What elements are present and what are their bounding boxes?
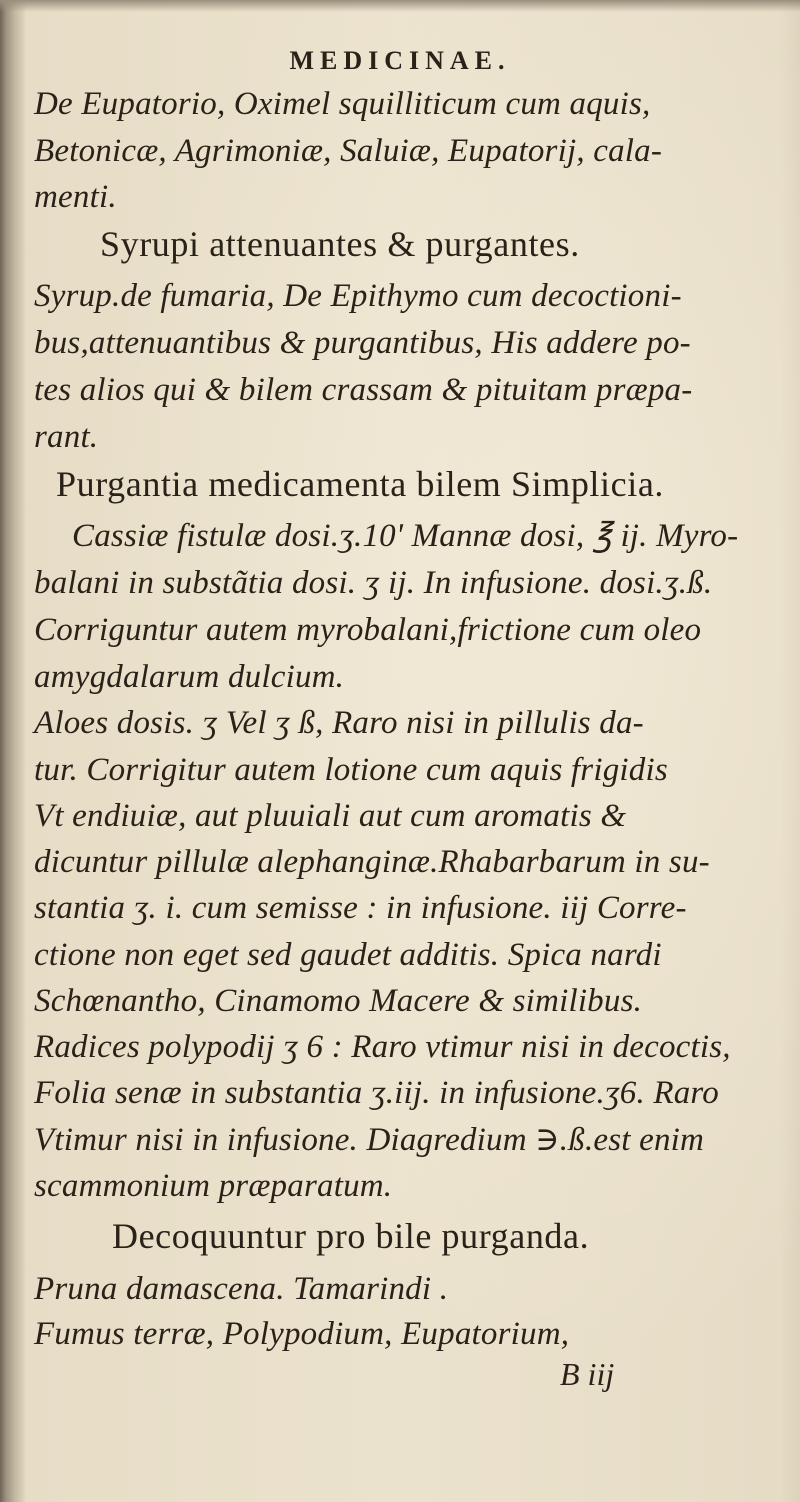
section-heading: Decoquuntur pro bile purganda. xyxy=(112,1216,590,1256)
binding-gutter xyxy=(0,0,26,1502)
text-line: De Eupatorio, Oximel squilliticum cum aquis, xyxy=(34,86,651,122)
text-line: Corriguntur autem myrobalani,frictione cum oleo xyxy=(34,612,702,648)
text-line: balani in substãtia dosi. ʒ ij. In infusione. dosi.ʒ.ß. xyxy=(34,565,713,601)
text-line: dicuntur pillulæ alephanginæ.Rhabarbarum in su- xyxy=(34,844,710,880)
section-heading: Purgantia medicamenta bilem Simplicia. xyxy=(56,464,664,504)
text-line: Fumus terræ, Polypodium, Eupatorium, xyxy=(34,1316,570,1352)
text-line: Radices polypodij ʒ 6 : Raro vtimur nisi in decoctis, xyxy=(34,1029,731,1065)
text-line: Cassiæ fistulæ dosi.ʒ.10ʹ Mannæ dosi, ℥ ij. Myro- xyxy=(72,518,739,554)
text-line: Syrup.de fumaria, De Epithymo cum decoctioni- xyxy=(34,278,682,314)
text-line: Schœnantho, Cinamomo Macere & similibus. xyxy=(34,983,643,1019)
signature-mark: B iij xyxy=(560,1356,615,1392)
text-line: Aloes dosis. ʒ Vel ʒ ß, Raro nisi in pillulis da- xyxy=(34,705,644,741)
text-line: rant. xyxy=(34,419,99,455)
text-line: bus,attenuantibus & purgantibus, His addere po- xyxy=(34,325,691,361)
text-line: ctione non eget sed gaudet additis. Spica nardi xyxy=(34,937,662,973)
text-line: tes alios qui & bilem crassam & pituitam præpa- xyxy=(34,372,693,408)
text-line: menti. xyxy=(34,179,117,215)
text-line: stantia ʒ. i. cum semisse : in infusione. iij Corre- xyxy=(34,890,687,926)
text-line: tur. Corrigitur autem lotione cum aquis frigidis xyxy=(34,752,668,788)
text-line: scammonium præparatum. xyxy=(34,1168,393,1204)
running-header: MEDICINAE. xyxy=(289,46,511,75)
text-line: Betonicæ, Agrimoniæ, Saluiæ, Eupatorij, cala- xyxy=(34,133,663,169)
text-line: Vt endiuiæ, aut pluuiali aut cum aromatis & xyxy=(34,798,627,834)
text-line: Vtimur nisi in infusione. Diagredium ∋.ß.est enim xyxy=(34,1122,705,1158)
text-line: Folia senæ in substantia ʒ.iij. in infusione.ʒ6. Raro xyxy=(34,1075,719,1111)
section-heading: Syrupi attenuantes & purgantes. xyxy=(100,224,580,264)
text-line: Pruna damascena. Tamarindi . xyxy=(34,1271,449,1307)
page-top-edge xyxy=(0,0,800,12)
text-line: amygdalarum dulcium. xyxy=(34,659,345,695)
